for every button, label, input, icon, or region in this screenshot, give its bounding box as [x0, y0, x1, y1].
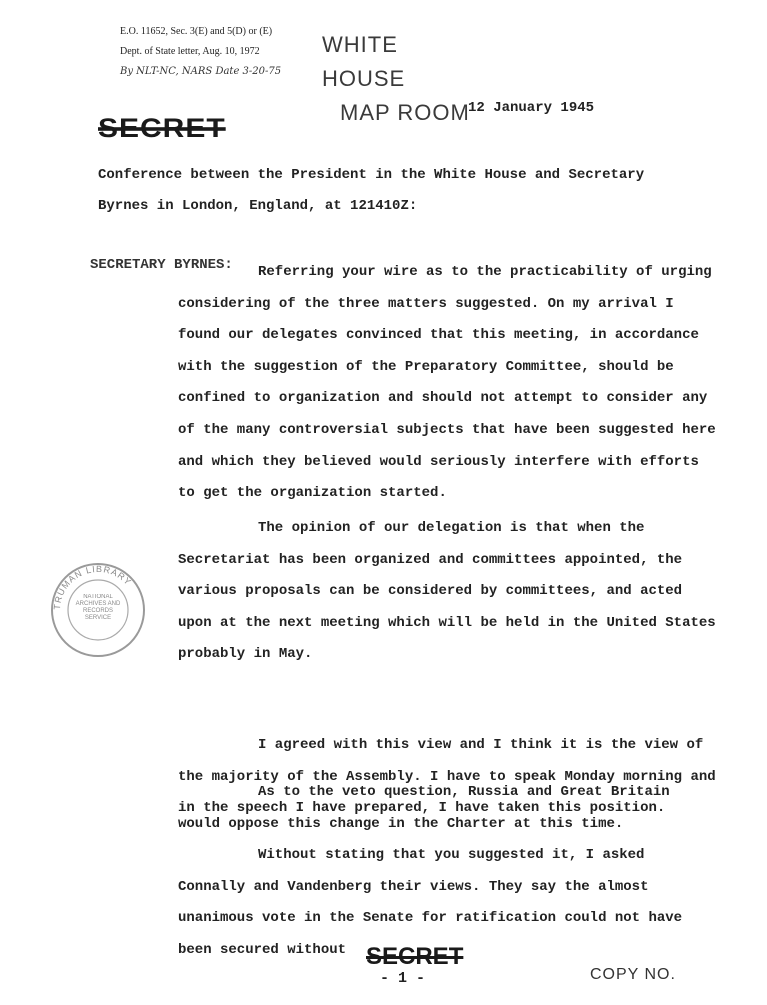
stamp-line-1: WHITE HOUSE	[322, 32, 406, 91]
paragraph-1-rest: considering of the three matters suggested. On my arrival I found our delegates convinced that this meeting, in accordance with the suggestion of the Preparatory Committee, should be confined to organization and should not attempt to consider any of the many controversial subjects that have been suggested here and which they believed would seriously interfere with efforts to get the organization started.	[178, 295, 716, 502]
declassification-block	[120, 22, 320, 82]
seal-outer-text: TRUMAN LIBRARY	[51, 563, 134, 611]
paragraph-3: I agreed with this view and I think it is the view of the majority of the Assembly. I have to speak Monday morning and in the speech I have prepared, I have taken this position.	[178, 737, 716, 817]
paragraph-4: As to the veto question, Russia and Great Britain would oppose this change in the Charter at this time.	[178, 784, 670, 832]
classification-top: SECRET	[98, 113, 226, 144]
archives-seal-icon	[48, 560, 148, 660]
classification-bottom: SECRET	[366, 943, 464, 970]
intro-text: Conference between the President in the White House and Secretary Byrnes in London, England, at 121410Z:	[98, 167, 645, 214]
copy-number-label: COPY NO.	[590, 966, 676, 983]
seal-inner-text: NATIONAL ARCHIVES AND RECORDS SERVICE	[75, 594, 121, 621]
page-number: - 1 -	[380, 970, 426, 987]
declass-line-3: By NLT-NC, NARS Date 3-20-75	[120, 66, 282, 77]
paragraph-1-first-line: Referring your wire as to the practicability of urging	[258, 264, 712, 280]
paragraph-1	[178, 257, 718, 510]
white-house-map-room-stamp	[322, 28, 472, 130]
declass-line-1: E.O. 11652, Sec. 3(E) and 5(D) or (E)	[120, 26, 273, 37]
document-date: 12 January 1945	[468, 100, 595, 116]
paragraph-5: Without stating that you suggested it, I asked Connally and Vandenberg their views. They say the almost unanimous vote in the Senate for ratification could not have been secured without	[178, 847, 683, 958]
declass-line-2: Dept. of State letter, Aug. 10, 1972	[120, 46, 260, 57]
stamp-line-2: MAP ROOM	[340, 100, 470, 125]
paragraph-2: The opinion of our delegation is that when the Secretariat has been organized and committees appointed, the various proposals can be considered by committees, and acted upon at the next meeting which will be held in the United States probably in May.	[178, 520, 716, 663]
speaker-label: SECRETARY BYRNES:	[90, 257, 233, 273]
